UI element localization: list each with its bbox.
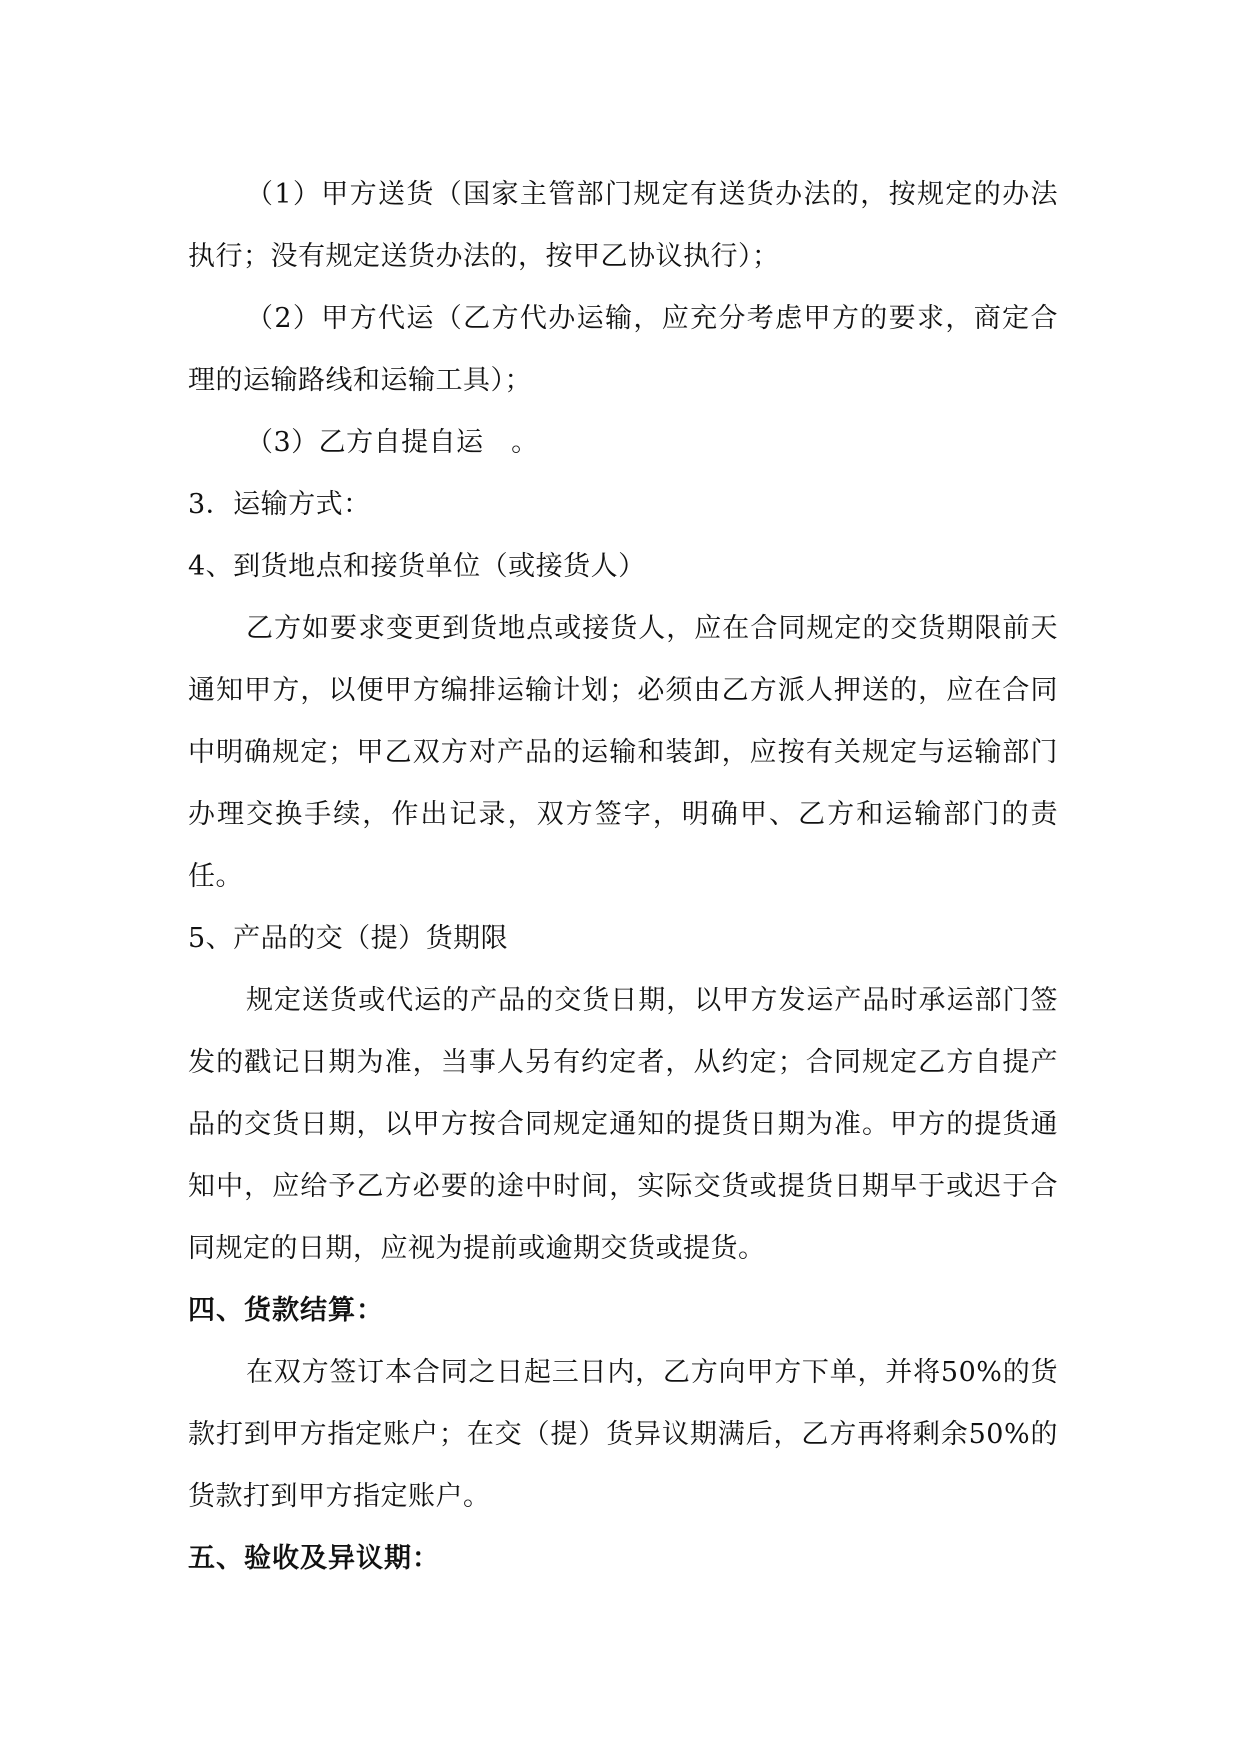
delivery-method-item-1: （1）甲方送货（国家主管部门规定有送货办法的，按规定的办法执行；没有规定送货办法的，按甲乙协议执行）； xyxy=(188,179,1058,272)
section-heading-inspection: 五、验收及异议期： xyxy=(188,1543,440,1574)
delivery-period-paragraph: 规定送货或代运的产品的交货日期，以甲方发运产品时承运部门签发的戳记日期为准，当事人另有约定者，从约定；合同规定乙方自提产品的交货日期，以甲方按合同规定通知的提货日期为准。甲方的提货通知中，应给予乙方必要的途中时间，实际交货或提货日期早于或迟于合同规定的日期，应视为提前或逾期交货或提货。 xyxy=(188,985,1058,1264)
contract-body xyxy=(188,164,1058,1590)
payment-paragraph: 在双方签订本合同之日起三日内，乙方向甲方下单，并将50%的货款打到甲方指定账户；在交（提）货异议期满后，乙方再将剩余50%的货款打到甲方指定账户。 xyxy=(188,1357,1058,1512)
delivery-period-label: 5、产品的交（提）货期限 xyxy=(188,923,509,954)
transport-method-label: 3．运输方式： xyxy=(188,489,371,520)
delivery-location-paragraph: 乙方如要求变更到货地点或接货人，应在合同规定的交货期限前天通知甲方，以便甲方编排运输计划；必须由乙方派人押送的，应在合同中明确规定；甲乙双方对产品的运输和装卸，应按有关规定与运输部门办理交换手续，作出记录，双方签字，明确甲、乙方和运输部门的责任。 xyxy=(188,613,1058,892)
delivery-method-item-2: （2）甲方代运（乙方代办运输，应充分考虑甲方的要求，商定合理的运输路线和运输工具）； xyxy=(188,303,1058,396)
section-heading-payment: 四、货款结算： xyxy=(188,1295,384,1326)
delivery-location-label: 4、到货地点和接货单位（或接货人） xyxy=(188,551,646,582)
delivery-method-item-3: （3）乙方自提自运 。 xyxy=(246,427,539,458)
